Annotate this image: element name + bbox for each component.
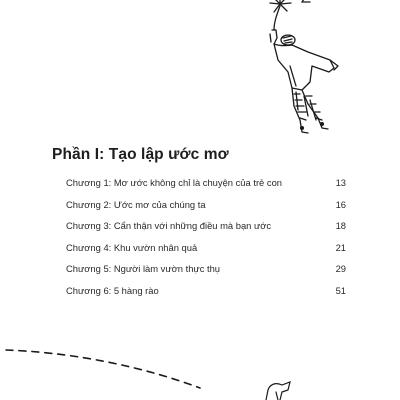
toc-page-number: 29 xyxy=(335,263,346,274)
toc-chapter-title: Chương 1: Mơ ước không chỉ là chuyện của trẻ con xyxy=(66,177,282,188)
dashed-path-illustration xyxy=(0,330,400,400)
toc-row[interactable] xyxy=(66,285,346,307)
toc-row[interactable] xyxy=(66,242,346,264)
part-title: Phần I: Tạo lập ước mơ xyxy=(52,146,229,163)
table-of-contents xyxy=(66,177,346,306)
toc-row[interactable] xyxy=(66,220,346,242)
toc-chapter-title: Chương 5: Người làm vườn thực thụ xyxy=(66,263,221,274)
toc-page-number: 21 xyxy=(335,241,346,253)
toc-page-number: 16 xyxy=(335,198,346,210)
toc-chapter-title: Chương 6: 5 hàng rào xyxy=(66,284,159,296)
toc-row[interactable] xyxy=(66,199,346,221)
toc-page-number: 18 xyxy=(335,220,346,231)
toc-row[interactable] xyxy=(66,177,346,199)
toc-page-number: 51 xyxy=(335,284,346,296)
toc-chapter-title: Chương 4: Khu vườn nhân quả xyxy=(66,241,198,253)
toc-page-number: 13 xyxy=(335,177,346,188)
toc-chapter-title: Chương 2: Ước mơ của chúng ta xyxy=(66,198,206,210)
hanging-person-illustration xyxy=(230,0,370,140)
toc-row[interactable] xyxy=(66,263,346,285)
dashed-path xyxy=(6,350,200,388)
small-figure-icon xyxy=(266,382,290,400)
sparkle-icon xyxy=(270,0,310,12)
toc-chapter-title: Chương 3: Cẩn thận với những điều mà bạn ước xyxy=(66,220,272,231)
